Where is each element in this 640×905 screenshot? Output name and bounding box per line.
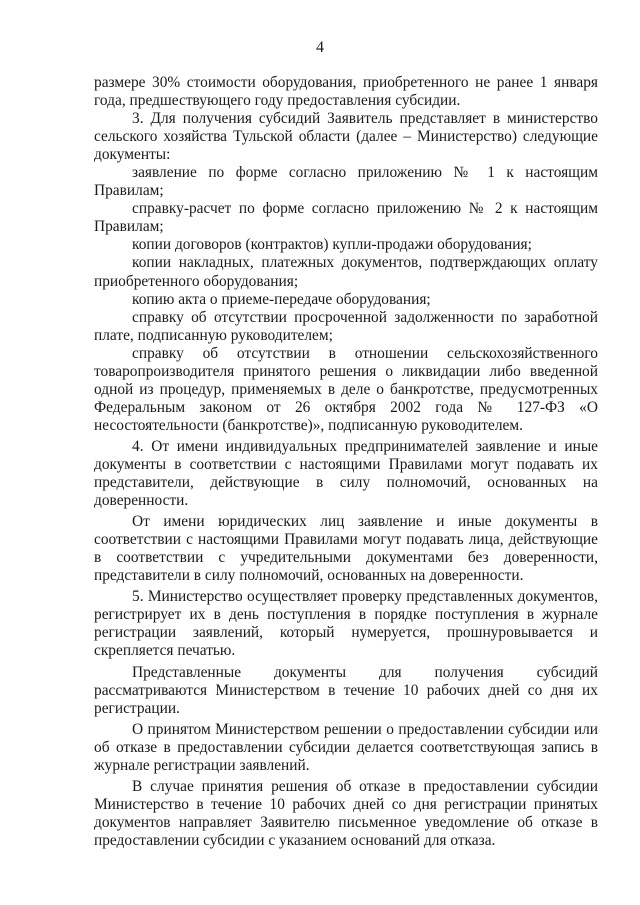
paragraph-continuation: размере 30% стоимости оборудования, приобретенного не ранее 1 января года, предшествующего году предоставления субсидии. (94, 74, 598, 110)
paragraph-item-3: 3. Для получения субсидий Заявитель представляет в министерство сельского хозяйства Тульской области (далее – Министерство) следующие документы: (94, 110, 598, 164)
paragraph-review-term: Представленные документы для получения субсидий рассматриваются Министерством в течение 10 рабочих дней со дня их регистрации. (94, 663, 598, 717)
list-item-application: заявление по форме согласно приложению № 1 к настоящим Правилам; (94, 164, 598, 200)
paragraph-item-5: 5. Министерство осуществляет проверку представленных документов, регистрирует их в день поступления в порядке поступления в журнале регистрации заявлений, который нумеруется, прошнуровывается и скрепляется печатью. (94, 588, 598, 660)
paragraph-item-4: 4. От имени индивидуальных предпринимателей заявление и иные документы в соответствии с настоящими Правилами могут подавать их представители, действующие в силу полномочий, основанных на доверенности. (94, 437, 598, 510)
paragraph-decision-record: О принятом Министерством решении о предоставлении субсидии или об отказе в предоставлении субсидии делается соответствующая запись в журнале регистрации заявлений. (94, 720, 598, 774)
paragraph-refusal-notice: В случае принятия решения об отказе в предоставлении субсидии Министерство в течение 10 рабочих дней со дня регистрации принятых документов направляет Заявителю письменное уведомление об отказе в предоставлении субсидии с указанием оснований для отказа. (94, 777, 598, 849)
list-item-invoices: копии накладных, платежных документов, подтверждающих оплату приобретенного оборудования; (94, 254, 598, 290)
list-item-acceptance-act: копию акта о приеме-передаче оборудования; (132, 290, 431, 308)
list-item-bankruptcy-certificate: справку об отсутствии в отношении сельскохозяйственного товаропроизводителя принятого решения о ликвидации либо введенной одной из процедур, применяемых в деле о банкротстве, предусмотренных Федеральным законом от 26 октября 2002 года № 127-ФЗ «О несостоятельности (банкротстве)», подписанную руководителем. (94, 344, 598, 434)
list-item-contracts: копии договоров (контрактов) купли-продажи оборудования; (132, 236, 532, 254)
paragraph-legal-entities: От имени юридических лиц заявление и иные документы в соответствии с настоящими Правилами могут подавать лица, действующие в соответствии с учредительными документами без доверенности, представители в силу полномочий, основанных на доверенности. (94, 513, 598, 585)
document-body (94, 74, 598, 850)
page-number: 4 (316, 39, 324, 56)
list-item-calculation: справку-расчет по форме согласно приложению № 2 к настоящим Правилам; (94, 200, 598, 236)
list-item-salary-certificate: справку об отсутствии просроченной задолженности по заработной плате, подписанную руководителем; (94, 308, 598, 344)
